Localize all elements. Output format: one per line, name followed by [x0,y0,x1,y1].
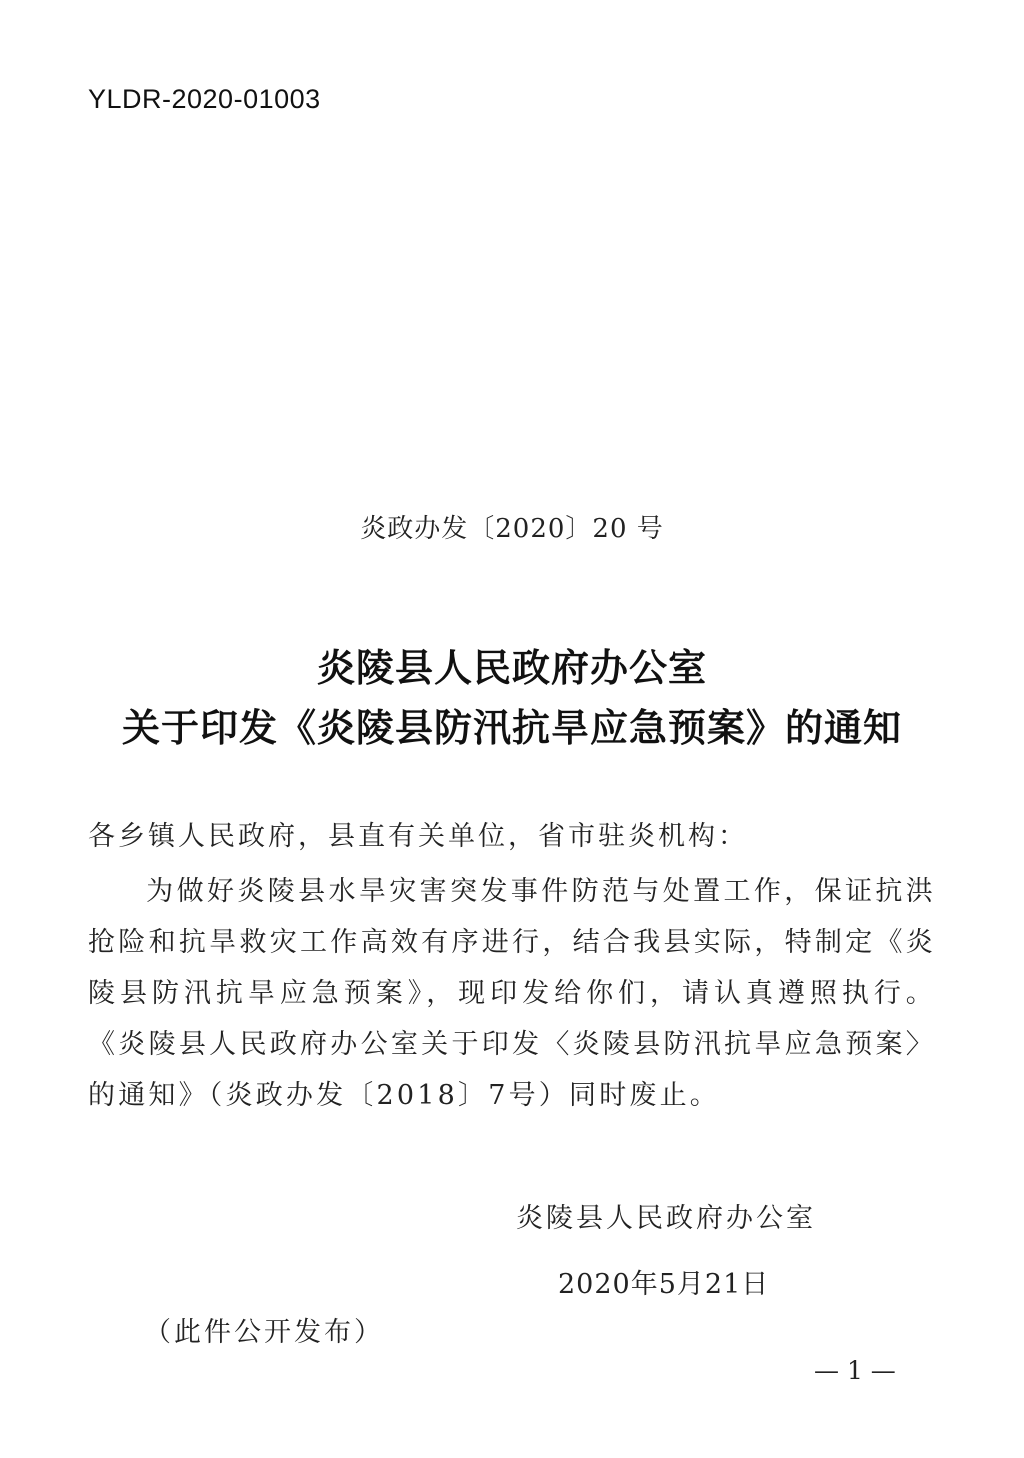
signer: 炎陵县人民政府办公室 [516,1203,816,1234]
document-title [0,638,1024,758]
body-paragraph [88,866,936,1121]
document-number: 炎政办发〔2020〕20 号 [360,514,664,544]
document-id: YLDR-2020-01003 [88,84,321,114]
body-text: 为做好炎陵县水旱灾害突发事件防范与处置工作，保证抗洪抢险和抗旱救灾工作高效有序进行，结合我县实际，特制定《炎陵县防汛抗旱应急预案》，现印发给你们，请认真遵照执行。《炎陵县人民政府办公室关于印发〈炎陵县防汛抗旱应急预案〉的通知》（炎政办发〔2018〕7号）同时废止。 [88,876,936,1111]
publish-note: （此件公开发布） [144,1317,384,1348]
salutation: 各乡镇人民政府，县直有关单位，省市驻炎机构： [88,821,748,852]
title-line-1: 炎陵县人民政府办公室 [316,645,707,690]
title-line-2: 关于印发《炎陵县防汛抗旱应急预案》的通知 [121,705,902,750]
page-number: — 1 — [814,1356,896,1385]
issue-date: 2020年5月21日 [558,1269,770,1300]
